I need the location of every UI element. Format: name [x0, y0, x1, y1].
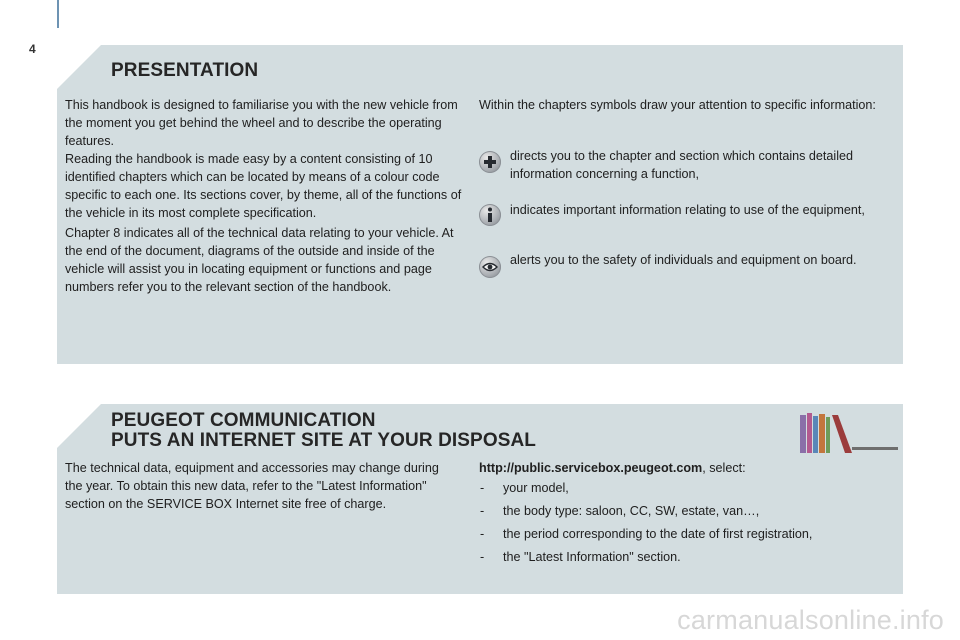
page-edge-bar: [57, 0, 59, 28]
list-item: - the period corresponding to the date of first registration,: [480, 527, 813, 541]
info-icon: [479, 204, 501, 226]
servicebox-url[interactable]: http://public.servicebox.peugeot.com: [479, 461, 703, 475]
list-item: - your model,: [480, 481, 569, 495]
select-list: [479, 477, 812, 569]
presentation-paragraph-1: This handbook is designed to familiarise you with the new vehicle from the moment you get behind the wheel and to describe the operating features.: [65, 98, 458, 148]
communication-title-line-1: PEUGEOT COMMUNICATION: [111, 410, 376, 431]
list-item: - the "Latest Information" section.: [480, 550, 681, 564]
servicebox-intro: [479, 459, 746, 477]
books-icon: [798, 409, 900, 455]
symbol-text-eye: alerts you to the safety of individuals and equipment on board.: [510, 253, 857, 267]
presentation-paragraph-2: Reading the handbook is made easy by a content consisting of 10 identified chapters which can be located by means of a colour code specific to each one. Its sections cover, by theme, all of the functions of the vehicle in its most complete specification.: [65, 152, 462, 220]
symbol-text-info: indicates important information relating to use of the equipment,: [510, 203, 865, 217]
watermark: carmanualsonline.info: [677, 605, 944, 635]
presentation-paragraph-3: Chapter 8 indicates all of the technical data relating to your vehicle. At the end of the document, diagrams of the outside and inside of the vehicle will assist you in locating equipment or functions and page numbers refer you to the relevant section of the handbook.: [65, 226, 454, 294]
symbols-intro: Within the chapters symbols draw your attention to specific information:: [479, 98, 876, 112]
page-number: 4: [29, 42, 36, 56]
eye-icon: [479, 256, 501, 278]
communication-title: [111, 411, 536, 451]
communication-paragraph: The technical data, equipment and accessories may change during the year. To obtain this new data, refer to the "Latest Information" section on the SERVICE BOX Internet site free of charge.: [65, 461, 439, 511]
plus-icon: [479, 151, 501, 173]
presentation-title: PRESENTATION: [111, 60, 259, 81]
select-suffix: , select:: [702, 461, 746, 475]
list-item: - the body type: saloon, CC, SW, estate, van…,: [480, 504, 760, 518]
communication-title-line-2: PUTS AN INTERNET SITE AT YOUR DISPOSAL: [111, 430, 537, 451]
symbol-text-plus: directs you to the chapter and section which contains detailed information concerning a function,: [510, 149, 854, 181]
